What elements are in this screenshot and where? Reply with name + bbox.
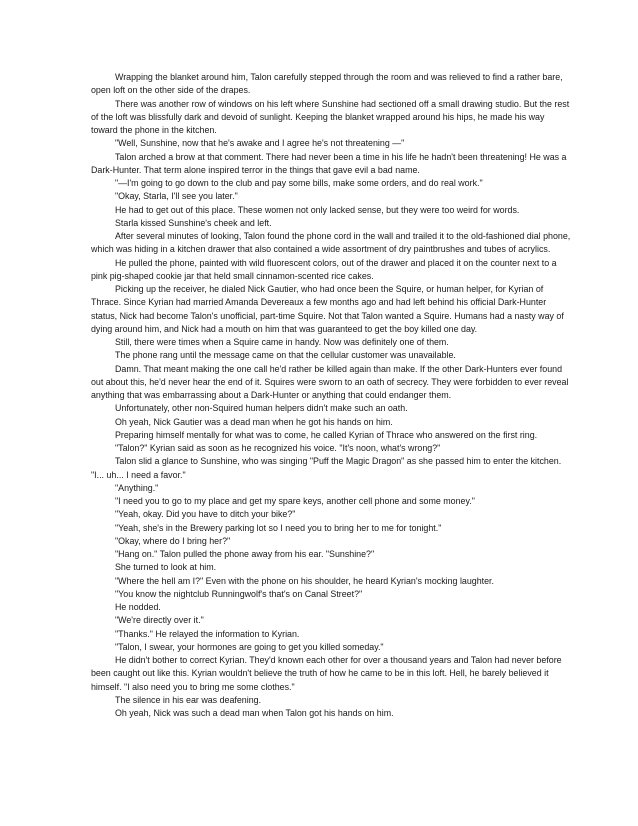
paragraph: Still, there were times when a Squire came in handy. Now was definitely one of them. — [115, 337, 449, 347]
paragraph: "Where the hell am I?" Even with the phone on his shoulder, he heard Kyrian's mocking laughter. — [115, 575, 494, 586]
paragraph: "You know the nightclub Runningwolf's that's on Canal Street?" — [115, 588, 363, 599]
paragraph: She turned to look at him. — [115, 562, 217, 573]
paragraph: "We're directly over it." — [115, 615, 204, 626]
paragraph: Oh yeah, Nick Gautier was a dead man when he got his hands on him. — [115, 416, 393, 427]
paragraph: "Yeah, okay. Did you have to ditch your bike?" — [115, 509, 296, 520]
paragraph: He didn't bother to correct Kyrian. They'd known each other for over a thousand years and Talon had never before been caught out like this. Kyrian wouldn't believe the truth of how he came to be in this loft. Hell, he barely believed it himself. "I also need you to bring me some clothes." — [91, 655, 562, 692]
paragraph: The silence in his ear was deafening. — [115, 694, 262, 705]
paragraph: Unfortunately, other non-Squired human helpers didn't make such an oath. — [115, 403, 408, 414]
paragraph: "Talon, I swear, your hormones are going to get you killed someday." — [115, 641, 384, 652]
paragraph: The phone rang until the message came on that the cellular customer was unavailable. — [115, 350, 456, 361]
paragraph: "Thanks." He relayed the information to Kyrian. — [115, 628, 300, 639]
body-text — [91, 71, 571, 720]
paragraph: "Well, Sunshine, now that he's awake and I agree he's not threatening —" — [115, 138, 405, 149]
paragraph: There was another row of windows on his left where Sunshine had sectioned off a small drawing studio. But the rest of the loft was blissfully dark and devoid of sunlight. Keeping the blanket wrapped around his hips, he made his way toward the phone in the kitchen. — [91, 98, 570, 135]
paragraph: He pulled the phone, painted with wild fluorescent colors, out of the drawer and placed it on the counter next to a pink pig-shaped cookie jar that held small cinnamon-scented rice cakes. — [91, 257, 557, 281]
paragraph: "Okay, where do I bring her?" — [115, 535, 231, 546]
paragraph: Preparing himself mentally for what was to come, he called Kyrian of Thrace who answered on the first ring. — [115, 429, 538, 440]
paragraph: "Okay, Starla, I'll see you later." — [115, 191, 238, 202]
paragraph: After several minutes of looking, Talon found the phone cord in the wall and trailed it to the old-fashioned dial phone, which was hiding in a kitchen drawer that also contained a wide assortment of dry paintbrushes and tubes of acrylics. — [91, 231, 571, 255]
paragraph: He had to get out of this place. These women not only lacked sense, but they were too weird for words. — [115, 204, 520, 215]
paragraph: "—I'm going to go down to the club and pay some bills, make some orders, and do real work." — [115, 178, 483, 188]
paragraph: "I need you to go to my place and get my spare keys, another cell phone and some money." — [115, 496, 475, 506]
paragraph: He nodded. — [115, 602, 161, 612]
paragraph: "Anything." — [115, 482, 159, 493]
paragraph: Damn. That meant making the one call he'd rather be killed again than make. If the other Dark-Hunters ever found out about this, he'd never hear the end of it. Squires were sworn to an oath of secrecy. They were forbidden to ever reveal anything that was embarrassing about a Dark-Hunter or anything that could endanger them. — [91, 363, 569, 400]
paragraph: Starla kissed Sunshine's cheek and left. — [115, 217, 272, 228]
paragraph: Talon slid a glance to Sunshine, who was singing "Puff the Magic Dragon" as she passed him to enter the kitchen. "I... uh... I need a favor." — [91, 456, 562, 480]
paragraph: Picking up the receiver, he dialed Nick Gautier, who had once been the Squire, or human helper, for Kyrian of Thrace. Since Kyrian had married Amanda Devereaux a few months ago and had left behind his official Dark-Hunter status, Nick had become Talon's unofficial, part-time Squire. Not that Talon wanted a Squire. Humans had a nasty way of dying around him, and Nick had a mouth on him that was guaranteed to get the boy killed one day. — [91, 284, 564, 334]
paragraph: Oh yeah, Nick was such a dead man when Talon got his hands on him. — [115, 708, 394, 718]
paragraph: "Yeah, she's in the Brewery parking lot so I need you to bring her to me for tonight." — [115, 522, 442, 533]
paragraph: "Talon?" Kyrian said as soon as he recognized his voice. "It's noon, what's wrong?" — [115, 443, 441, 453]
paragraph: Talon arched a brow at that comment. There had never been a time in his life he hadn't been threatening! He was a Dark-Hunter. That term alone inspired terror in the things that gave evil a bad name. — [91, 151, 567, 175]
paragraph: Wrapping the blanket around him, Talon carefully stepped through the room and was relieved to find a rather bare, open loft on the other side of the drapes. — [91, 72, 563, 96]
paragraph: "Hang on." Talon pulled the phone away from his ear. "Sunshine?" — [115, 549, 375, 559]
